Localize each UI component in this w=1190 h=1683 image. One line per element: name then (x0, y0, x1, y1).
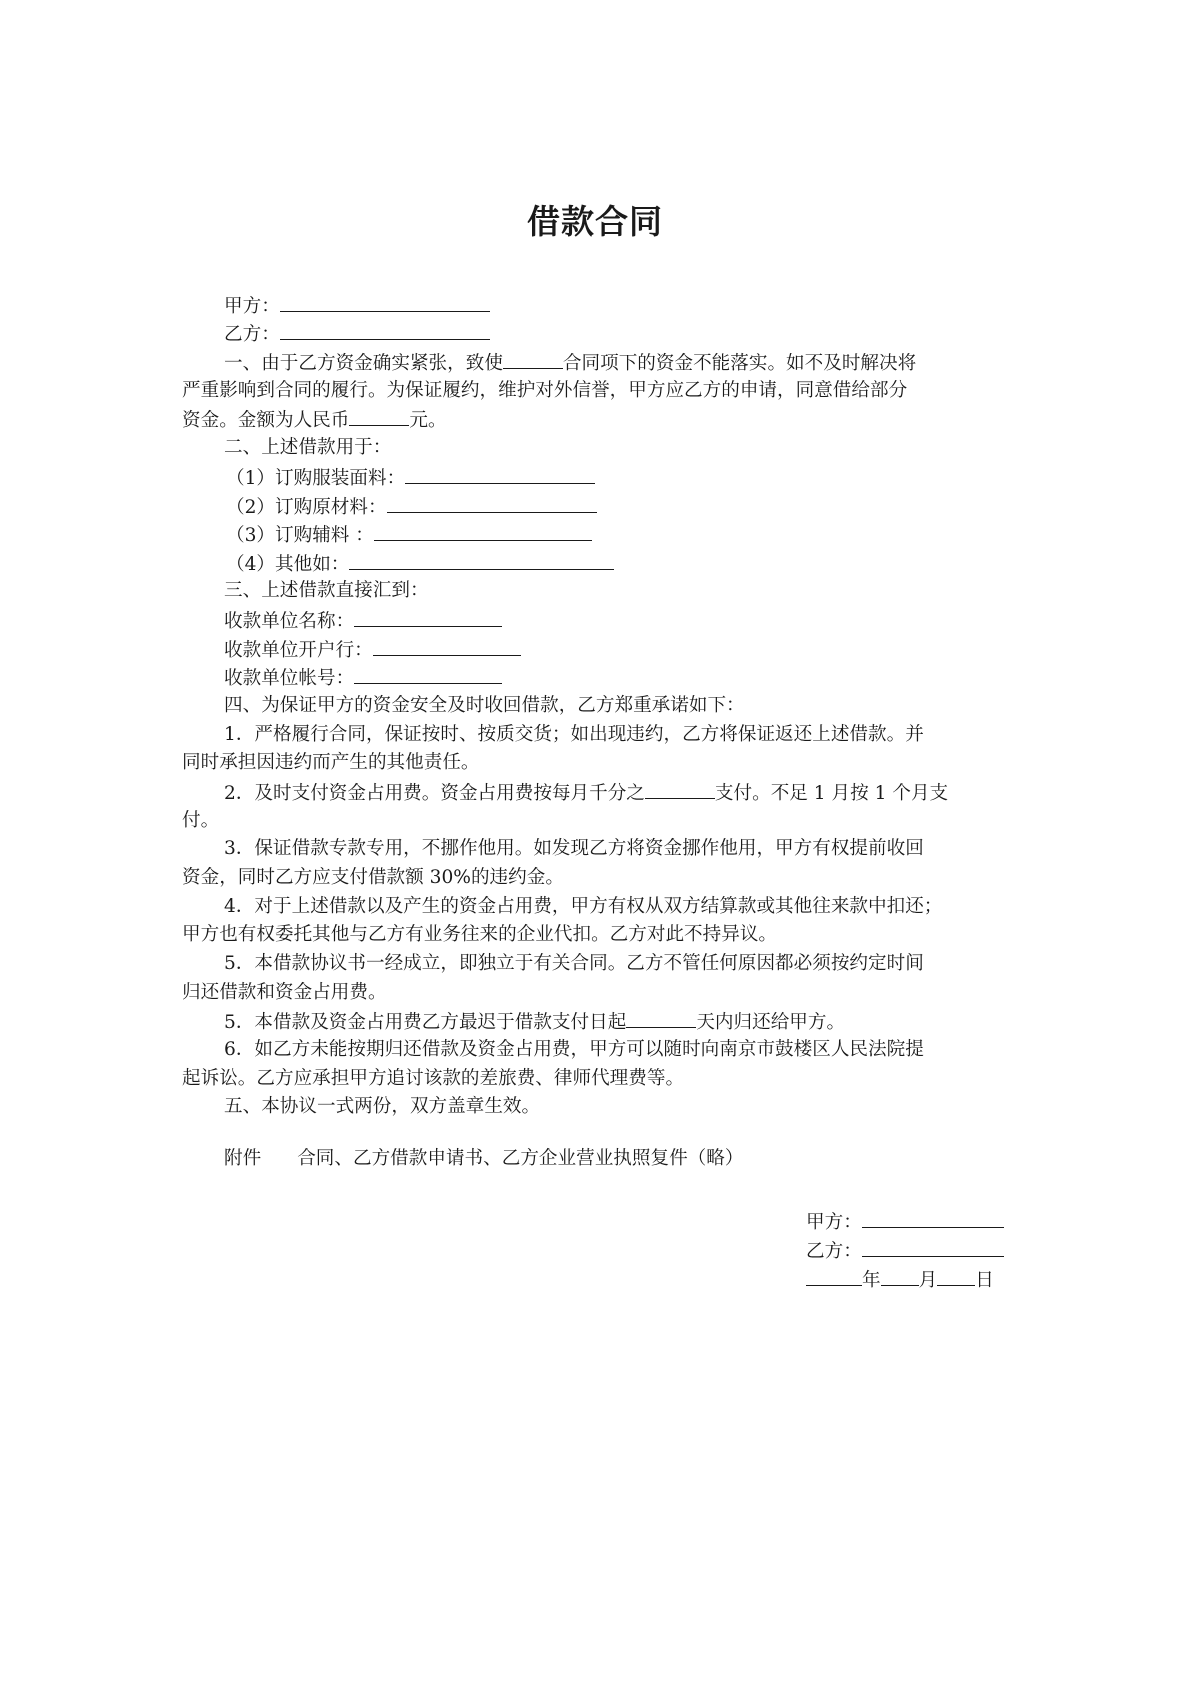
clause-5-line-2: 归还借款和资金占用费。 (182, 982, 387, 1003)
section-2-heading: 二、上述借款用于： (224, 437, 392, 458)
section-1-line-2: 严重影响到合同的履行。为保证履约，维护对外信誉，甲方应乙方的申请，同意借给部分 (182, 380, 908, 401)
clause-3-line-1: 3．保证借款专款专用，不挪作他用。如发现乙方将资金挪作他用，甲方有权提前收回 (224, 838, 924, 859)
payee-name-line: 收款单位名称： (224, 609, 502, 633)
clause-2-line-2: 付。 (182, 810, 220, 831)
clause-1-line-2: 同时承担因违约而产生的其他责任。 (182, 752, 480, 773)
section-3-heading: 三、上述借款直接汇到： (224, 580, 429, 601)
clause-6-line-1: 6．如乙方未能按期归还借款及资金占用费，甲方可以随时向南京市鼓楼区人民法院提 (224, 1039, 924, 1060)
clause-5b-line: 5．本借款及资金占用费乙方最迟于借款支付日起 天内归还给甲方。 (224, 1012, 846, 1033)
month-blank (881, 1268, 919, 1286)
signature-date: 年 月 日 (806, 1268, 994, 1292)
payee-bank-line: 收款单位开户行： (224, 638, 521, 662)
year-blank (806, 1268, 862, 1286)
clause-4-line-2: 甲方也有权委托其他与乙方有业务往来的企业代扣。乙方对此不持异议。 (182, 924, 778, 945)
clause-2-line-1: 2．及时支付资金占用费。资金占用费按每月千分之 支付。不足 1 月按 1 个月支 (224, 783, 949, 804)
section-5: 五、本协议一式两份，双方盖章生效。 (224, 1096, 541, 1117)
party-b-label: 乙方： (224, 324, 280, 345)
attachment-line (224, 1148, 743, 1170)
clause-4-line-1: 4．对于上述借款以及产生的资金占用费，甲方有权从双方结算款或其他往来款中扣还； (224, 896, 943, 917)
day-blank (937, 1268, 975, 1286)
loan-use-item-2: （2）订购原材料： (226, 495, 597, 519)
loan-use-item-3: （3）订购辅料 ： (226, 523, 592, 547)
clause-6-line-2: 起诉讼。乙方应承担甲方追讨该款的差旅费、律师代理费等。 (182, 1068, 685, 1089)
attachment-text: 合同、乙方借款申请书、乙方企业营业执照复件（略） (297, 1148, 744, 1169)
loan-use-item-1: （1）订购服装面料： (226, 466, 595, 490)
signature-party-b: 乙方： (806, 1239, 1004, 1263)
contract-name-blank (503, 351, 563, 369)
attachment-label: 附件 (224, 1148, 262, 1169)
days-blank (626, 1010, 696, 1028)
amount-blank (349, 408, 409, 426)
loan-use-item-4: （4）其他如： (226, 552, 614, 576)
party-a-blank (280, 294, 490, 312)
section-1-line-3: 资金。金额为人民币 元。 (182, 410, 447, 431)
payee-account-line: 收款单位帐号： (224, 666, 502, 690)
document-title: 借款合同 (527, 202, 663, 241)
party-b-blank (280, 322, 490, 340)
party-a-line (224, 294, 490, 318)
section-4-heading: 四、为保证甲方的资金安全及时收回借款，乙方郑重承诺如下： (224, 695, 745, 716)
section-1-line-1: 一、由于乙方资金确实紧张，致使 合同项下的资金不能落实。如不及时解决将 (224, 353, 917, 374)
clause-1-line-1: 1．严格履行合同，保证按时、按质交货；如出现违约，乙方将保证返还上述借款。并 (224, 724, 924, 745)
rate-blank (645, 781, 715, 799)
signature-party-a: 甲方： (806, 1210, 1004, 1234)
party-b-line (224, 322, 490, 346)
party-a-label: 甲方： (224, 296, 280, 317)
clause-3-line-2: 资金，同时乙方应支付借款额 30%的违约金。 (182, 867, 564, 888)
clause-5-line-1: 5．本借款协议书一经成立，即独立于有关合同。乙方不管任何原因都必须按约定时间 (224, 953, 924, 974)
